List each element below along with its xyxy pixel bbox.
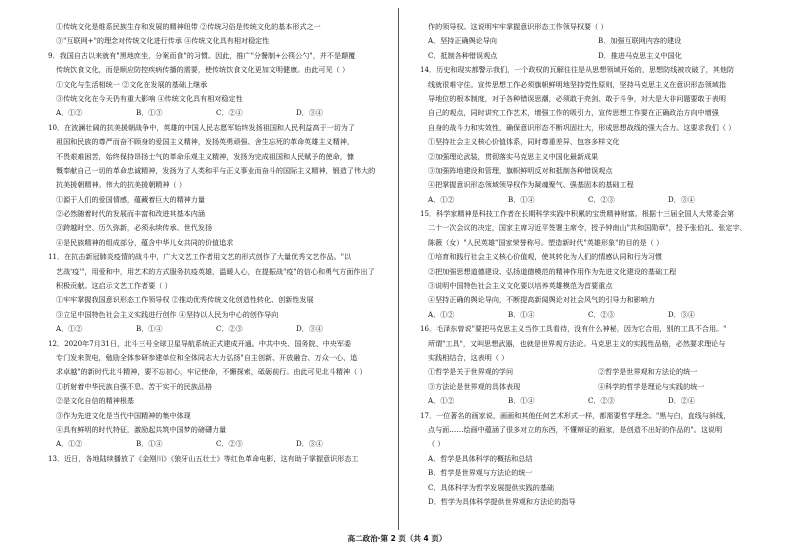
text-line: 祖国和民族的尊严而奋不顾身的爱国主义精神，发扬英勇顽强、舍生忘死的革命英雄主义精神， <box>56 137 354 147</box>
text-line: ③说明中国特色社会主义文化要以培养英雄模范为首要重点 <box>428 281 613 291</box>
column-divider <box>398 8 399 530</box>
answer-option: B．加强互联网内容的建设 <box>598 36 682 46</box>
answer-options <box>420 365 775 379</box>
text-line: 实践相结合，这表明（ ） <box>428 352 509 362</box>
answer-option: C．②④ <box>216 108 243 118</box>
answer-option: B．①④ <box>136 439 163 449</box>
answer-options <box>48 322 403 336</box>
answer-options <box>420 34 775 48</box>
answer-options <box>420 193 775 207</box>
answer-option: D．③④ <box>296 108 323 118</box>
text-line: 慨奉献自己一切的革命忠诚精神，发扬为了人类和平与正义事业而奋斗的国际主义精神，锻造了伟大的 <box>56 165 376 175</box>
text-line: ①牢牢掌握我国意识形态工作领导权 ②推动优秀传统文化创造性转化、创新性发展 <box>56 295 314 305</box>
answer-option: ③方法论是世界观的具体表现 <box>428 381 521 391</box>
answer-option: A．坚持正确舆论导向 <box>428 36 497 46</box>
text-line: 导地位的根本制度，对于各种错误思潮，必须敢于亮剑、敢于斗争，对大是大非问题要敢于表明 <box>428 93 726 103</box>
text-line: ②是文化自信的精神根基 <box>56 396 135 406</box>
text-line: 自己的观点，同时讲究工作艺术，增强工作的吸引力，宣传思想工作要在正确政治方向中增强 <box>428 108 719 118</box>
left-column <box>48 20 403 466</box>
right-column <box>420 20 775 509</box>
text-line: ①文化与生活相统一 ②文化在发展的基础上继承 <box>56 79 208 89</box>
text-line: ①传统文化是维系民族生存和发展的精神纽带 ②传统习俗是传统文化的基本形式之一 <box>56 22 321 31</box>
text-line: 15．科学家精神是科技工作者在长期科学实践中积累的宝贵精神财富。根据十三届全国人大常委会第 <box>420 209 735 219</box>
text-line: 点与面……绘画中蕴涵了很多对立的东西，不懂辩证的画家，是创造不出好的作品的"。这说明 <box>428 424 723 434</box>
answer-options <box>48 437 403 451</box>
answer-option: D．③④ <box>668 194 695 204</box>
answer-option: A．①② <box>428 194 455 204</box>
answer-option: C．抵制各种错误观点 <box>428 50 498 60</box>
page-footer: 高二政治·第 2 页（共 4 页） <box>347 534 447 543</box>
text-line: ③跨越时空、历久弥新，必须永续传承、世代发扬 <box>56 223 213 233</box>
answer-option: ②哲学是世界观和方法论的统一 <box>598 367 698 377</box>
text-line: 自身的战斗力和实效性，确保意识形态不断巩固壮大，形成思想战线的强大合力。这要求我们（ ） <box>428 122 736 132</box>
answer-option: ①哲学是关于世界观的学问 <box>428 367 514 377</box>
answer-option: A．①② <box>428 396 455 406</box>
answer-options <box>420 49 775 63</box>
text-line: D．哲学为具体科学提供世界观和方法论的指导 <box>428 496 576 506</box>
answer-options <box>48 106 403 120</box>
text-line: 求卓越"的新时代北斗精神，要不忘初心，牢记使命，不懈探索，砥砺前行。由此可见北斗精神（ ） <box>56 367 367 377</box>
answer-option: A．①② <box>56 108 83 118</box>
answer-option: C．②③ <box>216 324 243 334</box>
answer-option: A．①② <box>56 439 83 449</box>
answer-option: A．①② <box>56 324 83 334</box>
text-line: 所谓"工具"，又叫思想武器，也就是世界观方法论。马克思主义的实践性品格，必然要求理论与 <box>428 338 726 348</box>
text-line: ①坚持社会主义核心价值体系，同时尊重差异、包容多样文化 <box>428 137 620 147</box>
text-line: ③"互联网+"的理念对传统文化进行传承 ④传统文化具有相对稳定性 <box>56 36 270 46</box>
answer-options <box>420 380 775 394</box>
text-line: 9．我国自古以来就有"黑地庶坐，分案而食"的习惯。因此，推广"分餐制+公筷公勺"，并不是颠覆 <box>48 50 356 60</box>
text-line: 抗美援朝精神。伟大的抗美援朝精神（ ） <box>56 180 186 190</box>
text-line: ①折射着中华民族自强不息、苦干实干的民族品格 <box>56 381 213 391</box>
text-line: 17．一位著名的画家说，画画和其他任何艺术形式一样，都需要哲学理念。"黑与白，直线与斜线， <box>420 410 731 420</box>
answer-option: B．①④ <box>508 396 535 406</box>
text-line: ①培育和践行社会主义核心价值观，使其转化为人们的情感认同和行为习惯 <box>428 252 663 262</box>
text-line: ②必然随着时代的发展而丰富和改进其基本内涵 <box>56 209 205 219</box>
answer-options <box>420 308 775 322</box>
answer-option: D．③④ <box>296 324 323 334</box>
text-line: C．具体科学为哲学发展提供实践的基础 <box>428 482 555 492</box>
text-line: 16．毛泽东曾说"要把马克思主义当作工具看待，没有什么神秘，因为它合用，别的工具不合用。" <box>420 324 727 334</box>
text-line: 11．在抗击新冠肺炎疫情的战斗中，广大文艺工作者用文艺的形式创作了大量优秀文艺作品。"以 <box>48 252 352 262</box>
text-line: ④把掌握意识形态领域领导权作为凝魂聚气、强基固本的基础工程 <box>428 180 634 190</box>
answer-option: C．②③ <box>588 194 615 204</box>
text-line: ②把加强思想道德建设、弘扬道德模范的精神作用作为先进文化建设的基础工程 <box>428 266 677 276</box>
answer-option: C．②③ <box>588 396 615 406</box>
answer-option: D．推进马克思主义中国化 <box>598 50 682 60</box>
text-line: （ ） <box>428 439 445 449</box>
text-line: B．哲学是世界观与方法论的统一 <box>428 468 533 478</box>
text-line: 传统饮食文化，而是顺应防控疾病传播的需要，使传统饮食文化更加文明健康。由此可见（ ） <box>56 65 350 75</box>
text-line: 专门发来贺电，勉励全体参研参建单位和全体同志大力弘扬"自主创新、开放融合、万众一心、追 <box>56 352 358 362</box>
text-line: ④坚持正确的舆论导向，不断提高新闻舆论对社会风气的引导力和影响力 <box>428 295 655 305</box>
answer-option: B．①④ <box>508 309 535 319</box>
answer-options <box>420 394 775 408</box>
answer-option: C．②③ <box>588 309 615 319</box>
text-line: 积极贡献。这启示文艺工作者要（ ） <box>56 281 172 291</box>
answer-option: D．③④ <box>668 309 695 319</box>
answer-option: D．③④ <box>296 439 323 449</box>
text-line: ②加强理论武装，贯彻落实马克思主义中国化最新成果 <box>428 151 599 161</box>
answer-option: B．①④ <box>508 194 535 204</box>
text-line: 二十一次会议的决定，国家主席习近平签署主席令，授予钟南山"共和国勋章"，授予张伯礼、张定宇、 <box>428 223 747 233</box>
text-line: ③立足中国特色社会主义实践进行创作 ④坚持以人民为中心的创作导向 <box>56 309 279 319</box>
answer-option: ④科学的哲学是理论与实践的统一 <box>598 381 705 391</box>
text-line: A．哲学是具体科学的概括和总结 <box>428 453 533 463</box>
text-line: ③作为先进文化是当代中国精神的集中体现 <box>56 410 191 420</box>
answer-option: B．①④ <box>136 324 163 334</box>
text-line: ③加强阵地建设和管理，旗帜鲜明反对和抵制各种错误观点 <box>428 165 613 175</box>
text-line: ④是民族精神的组成部分，蕴含中华儿女共同的价值追求 <box>56 237 234 247</box>
text-line: 作的领导权。这说明牢牢掌握意识形态工作领导权要（ ） <box>428 22 608 31</box>
text-line: 线就很难守住。宣传思想工作必须旗帜鲜明地坚持党性原则，坚持马克思主义在意识形态领域指 <box>428 79 726 89</box>
text-line: 12．2020年7月31日，北斗三号全球卫星导航系统正式建成开通。中共中央、国务院、中央军委 <box>48 338 352 348</box>
answer-option: B．①③ <box>136 108 163 118</box>
text-line: 10．在波澜壮阔的抗美援朝战争中，英雄的中国人民志愿军始终发扬祖国和人民利益高于一切为了 <box>48 122 355 132</box>
text-line: 艺战'疫'"，用爱和中，用艺术的方式服务抗疫英雄，温暖人心，在提振战"疫"的信心和勇气方面作出了 <box>56 266 375 276</box>
text-line: ①源于人们的爱国情感，蕴藏着巨大的精神力量 <box>56 194 205 204</box>
text-line: 不畏艰难困苦，始终保持昂扬士气的革命乐观主义精神，发扬为完成祖国和人民赋予的使命，慷 <box>56 151 354 161</box>
answer-option: C．②③ <box>216 439 243 449</box>
text-line: ③传统文化在今天仍有重大影响 ④传统文化具有相对稳定性 <box>56 93 243 103</box>
text-line: 14．历史和现实都警示我们，一个政权的瓦解往往是从思想领域开始的，思想防线被攻破了，其他防 <box>420 65 735 75</box>
answer-option: A．①② <box>428 309 455 319</box>
text-line: 陈薇（女）"人民英雄"国家荣誉称号。塑造新时代"英雄形象"的目的是（ ） <box>428 237 664 247</box>
text-line: 13．近日，各地陆续播放了《金刚川》《狼牙山五壮士》等红色革命电影，这有助于掌握意识形态工 <box>48 453 359 463</box>
answer-option: D．②④ <box>668 396 695 406</box>
text-line: ④具有鲜明的时代特征，激励起共筑中国梦的磅礴力量 <box>56 424 227 434</box>
